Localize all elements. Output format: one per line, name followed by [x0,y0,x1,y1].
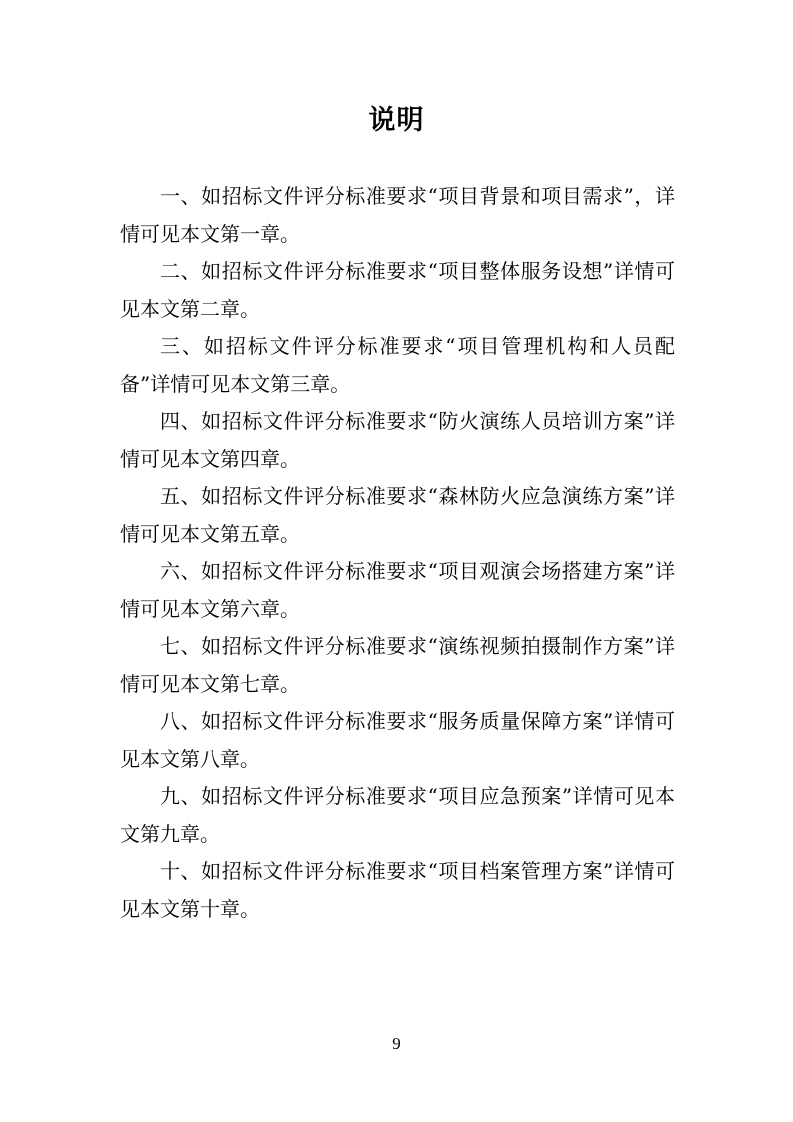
page-number: 9 [392,1034,401,1053]
paragraph-4: 四、如招标文件评分标准要求“防火演练人员培训方案”详情可见本文第四章。 [120,409,675,471]
paragraph-5: 五、如招标文件评分标准要求“森林防火应急演练方案”详情可见本文第五章。 [120,484,675,546]
paragraph-7: 七、如招标文件评分标准要求“演练视频拍摄制作方案”详情可见本文第七章。 [120,634,675,696]
paragraph-6: 六、如招标文件评分标准要求“项目观演会场搭建方案”详情可见本文第六章。 [120,559,675,621]
paragraph-10: 十、如招标文件评分标准要求“项目档案管理方案”详情可见本文第十章。 [120,859,675,921]
body-content [120,178,675,928]
paragraph-9: 九、如招标文件评分标准要求“项目应急预案”详情可见本文第九章。 [120,784,675,846]
paragraph-8: 八、如招标文件评分标准要求“服务质量保障方案”详情可见本文第八章。 [120,709,675,771]
paragraph-1: 一、如招标文件评分标准要求“项目背景和项目需求”，详情可见本文第一章。 [120,184,675,246]
paragraph-2: 二、如招标文件评分标准要求“项目整体服务设想”详情可见本文第二章。 [120,259,675,321]
paragraph-3: 三、如招标文件评分标准要求“项目管理机构和人员配备”详情可见本文第三章。 [120,334,675,396]
page-title: 说明 [368,105,425,136]
